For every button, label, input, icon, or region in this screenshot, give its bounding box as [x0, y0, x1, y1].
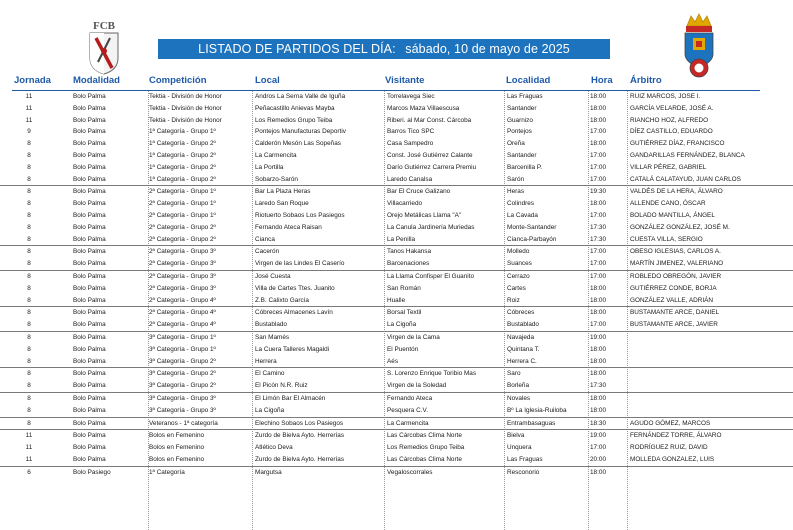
table-row [0, 417, 793, 430]
cell-competicion: 2ª Categoría - Grupo 3º [149, 260, 216, 268]
cell-localidad: Herrera C. [507, 357, 537, 365]
cell-modalidad: Bolo Palma [73, 444, 106, 452]
cell-jornada: 8 [27, 223, 31, 231]
cell-jornada: 8 [27, 151, 31, 159]
cell-modalidad: Bolo Palma [73, 333, 106, 341]
cell-localidad: Santander [507, 151, 537, 159]
cell-competicion: 1ª Categoría - Grupo 2º [149, 175, 216, 183]
cell-local: Elechino Sobaos Los Pasiegos [255, 419, 344, 427]
cell-jornada: 8 [27, 345, 31, 353]
cell-localidad: Navajeda [507, 333, 535, 341]
table-row [0, 162, 793, 174]
cell-arbitro: CATALÁ CALATAYUD, JUAN CARLOS [630, 175, 741, 183]
cell-hora: 18:00 [590, 345, 606, 353]
cell-jornada: 8 [27, 333, 31, 341]
table-row [0, 91, 793, 103]
cell-hora: 18:00 [590, 116, 606, 124]
col-header-arbitro: Árbitro [630, 75, 662, 86]
cell-competicion: 2ª Categoría - Grupo 3º [149, 272, 216, 280]
cell-jornada: 8 [27, 309, 31, 317]
cell-jornada: 6 [27, 468, 31, 476]
cell-local: Laredo San Roque [255, 200, 309, 208]
cell-arbitro: GONZÁLEZ GONZÁLEZ, JOSÉ M. [630, 223, 730, 231]
cell-jornada: 8 [27, 272, 31, 280]
cell-hora: 20:00 [590, 455, 606, 463]
cell-local: Atlético Deva [255, 444, 293, 452]
cell-modalidad: Bolo Palma [73, 104, 106, 112]
cell-arbitro: MARTÍN JIMENEZ, VALERIANO [630, 260, 724, 268]
cell-arbitro: BOLADO MANTILLA, ÁNGEL [630, 211, 715, 219]
cell-visitante: Darío Gutiérrez Carrera Premiu [387, 163, 477, 171]
cell-localidad: La Cavada [507, 211, 538, 219]
cell-jornada: 8 [27, 248, 31, 256]
cell-hora: 19:00 [590, 432, 606, 440]
cell-competicion: 2ª Categoría - Grupo 2º [149, 223, 216, 231]
cell-arbitro: AGUDO GÓMEZ, MARCOS [630, 419, 711, 427]
cell-jornada: 8 [27, 260, 31, 268]
cell-local: Zurdo de Bielva Ayto. Herrerías [255, 455, 345, 463]
cell-localidad: Saro [507, 370, 521, 378]
cell-competicion: 2ª Categoría - Grupo 4º [149, 321, 216, 329]
cell-local: El Picón N.R. Ruiz [255, 382, 308, 390]
cell-arbitro: RODRÍGUEZ RUIZ, DAVID [630, 444, 708, 452]
cell-local: José Cuesta [255, 272, 291, 280]
cell-jornada: 8 [27, 321, 31, 329]
cell-local: La Carmencita [255, 151, 297, 159]
table-row [0, 344, 793, 356]
cell-hora: 18:00 [590, 370, 606, 378]
cell-hora: 18:00 [590, 104, 606, 112]
cell-hora: 17:00 [590, 444, 606, 452]
cell-jornada: 8 [27, 163, 31, 171]
col-header-competicion: Competición [149, 75, 207, 86]
cell-arbitro: CUESTA VILLA, SERGIO [630, 235, 703, 243]
cell-visitante: Bar El Cruce Galizano [387, 188, 451, 196]
cell-local: Andros La Serna Valle de Iguña [255, 93, 346, 100]
table-row [0, 103, 793, 115]
cell-modalidad: Bolo Palma [73, 406, 106, 414]
cell-competicion: 1ª Categoría - Grupo 2º [149, 140, 216, 148]
cell-modalidad: Bolo Palma [73, 432, 106, 440]
cell-jornada: 11 [25, 104, 33, 112]
cell-visitante: Fernando Ateca [387, 394, 433, 402]
cell-hora: 18:00 [590, 394, 606, 402]
cell-arbitro: ROBLEDO OBREGÓN, JAVIER [630, 272, 722, 280]
cell-competicion: 2ª Categoría - Grupo 4º [149, 296, 216, 304]
table-row [0, 234, 793, 246]
cell-modalidad: Bolo Palma [73, 93, 106, 100]
cell-competicion: 2ª Categoría - Grupo 1º [149, 200, 216, 208]
cell-visitante: Const. José Gutiérrez Calante [387, 151, 473, 159]
table-row [0, 380, 793, 392]
table-row [0, 295, 793, 307]
cell-localidad: Cóbreces [507, 309, 535, 317]
cell-visitante: Riberi. al Mar Const. Cárcoba [387, 116, 472, 124]
cell-visitante: Las Cárcobas Clima Norte [387, 455, 462, 463]
table-header [0, 75, 793, 89]
cell-local: El Camino [255, 370, 285, 378]
table-row [0, 283, 793, 295]
table-row [0, 115, 793, 127]
cell-jornada: 11 [25, 455, 33, 463]
cell-local: Z.B. Calixto García [255, 296, 309, 304]
cell-localidad: Pontejos [507, 128, 532, 136]
cell-modalidad: Bolo Palma [73, 321, 106, 329]
cell-localidad: Bielva [507, 432, 525, 440]
cell-jornada: 11 [25, 432, 33, 440]
cell-visitante: Barcenaciones [387, 260, 430, 268]
cell-arbitro: MOLLEDA GONZALEZ, LUIS [630, 455, 715, 463]
cell-visitante: S. Lorenzo Enrique Toribio Mas [387, 370, 477, 378]
cell-local: Peñacastillo Anievas Mayba [255, 104, 335, 112]
cell-localidad: Monte-Santander [507, 223, 557, 231]
table-row [0, 258, 793, 270]
cell-hora: 17:00 [590, 128, 606, 136]
cell-arbitro: RUIZ MARCOS, JOSE I. [630, 93, 701, 100]
cell-visitante: El Puentón [387, 345, 419, 353]
cell-competicion: 3ª Categoría - Grupo 1º [149, 333, 216, 341]
cell-hora: 17:30 [590, 382, 606, 390]
cell-local: La Portilla [255, 163, 284, 171]
cell-visitante: Virgen de la Cama [387, 333, 440, 341]
cell-local: La Cigoña [255, 406, 285, 414]
cell-localidad: Novales [507, 394, 531, 402]
cell-modalidad: Bolo Palma [73, 116, 106, 124]
col-header-local: Local [255, 75, 280, 86]
table-row [0, 126, 793, 138]
cell-hora: 18:00 [590, 309, 606, 317]
cell-competicion: 2ª Categoría - Grupo 4º [149, 309, 216, 317]
cell-modalidad: Bolo Palma [73, 235, 106, 243]
col-header-visitante: Visitante [385, 75, 425, 86]
cell-localidad: Las Fraguas [507, 455, 543, 463]
table-row [0, 245, 793, 258]
cell-modalidad: Bolo Palma [73, 284, 106, 292]
cell-modalidad: Bolo Palma [73, 394, 106, 402]
cell-modalidad: Bolo Palma [73, 200, 106, 208]
cell-localidad: Borleña [507, 382, 530, 390]
cell-arbitro: ALLENDE CANO, ÓSCAR [630, 200, 706, 208]
page-title [158, 39, 610, 59]
cell-local: Bustablado [255, 321, 287, 329]
cell-competicion: 2ª Categoría - Grupo 2º [149, 235, 216, 243]
cell-visitante: La Carmencita [387, 419, 429, 427]
cell-hora: 17:00 [590, 151, 606, 159]
cell-visitante: Las Cárcobas Clima Norte [387, 432, 462, 440]
cell-localidad: Santander [507, 104, 537, 112]
cell-modalidad: Bolo Palma [73, 128, 106, 136]
cell-hora: 17:00 [590, 163, 606, 171]
cell-arbitro: FERNÁNDEZ TORRE, ÁLVARO [630, 432, 722, 440]
table-row [0, 331, 793, 344]
table-row [0, 270, 793, 283]
cell-arbitro: GONZÁLEZ VALLE, ADRIÁN [630, 296, 713, 304]
cell-visitante: Torrelavega Siec [387, 93, 435, 100]
cell-localidad: Bº La Iglesia-Ruiloba [507, 406, 567, 414]
cell-competicion: 3ª Categoría - Grupo 3º [149, 406, 216, 414]
cell-modalidad: Bolo Palma [73, 370, 106, 378]
cell-localidad: Cianca-Parbayón [507, 235, 557, 243]
cell-localidad: Heras [507, 188, 525, 196]
cell-jornada: 8 [27, 406, 31, 414]
cell-visitante: Villacarriedo [387, 200, 423, 208]
cell-visitante: La Canula Jardinería Muriedas [387, 223, 475, 231]
table-row [0, 138, 793, 150]
table-row [0, 222, 793, 234]
cell-modalidad: Bolo Palma [73, 211, 106, 219]
cell-competicion: Bolos en Femenino [149, 432, 205, 440]
cell-competicion: 2ª Categoría - Grupo 1º [149, 211, 216, 219]
fcb-logo-text: FCB [93, 20, 115, 32]
cell-localidad: Sarón [507, 175, 525, 183]
cell-jornada: 8 [27, 419, 31, 427]
cell-jornada: 8 [27, 211, 31, 219]
cell-competicion: 2ª Categoría - Grupo 3º [149, 284, 216, 292]
cell-hora: 19:00 [590, 333, 606, 341]
cell-hora: 19:30 [590, 188, 606, 196]
cell-jornada: 8 [27, 175, 31, 183]
cell-competicion: Tektia - División de Honor [149, 104, 222, 112]
cell-local: Los Remedios Grupo Teiba [255, 116, 333, 124]
cell-hora: 17:00 [590, 248, 606, 256]
cell-visitante: Borsal Textil [387, 309, 422, 317]
cell-jornada: 8 [27, 370, 31, 378]
cell-visitante: La Cigoña [387, 321, 417, 329]
cell-hora: 18:00 [590, 406, 606, 414]
cell-competicion: 3ª Categoría - Grupo 2º [149, 370, 216, 378]
cell-modalidad: Bolo Palma [73, 175, 106, 183]
cell-competicion: Tektia - División de Honor [149, 116, 222, 124]
cell-visitante: Orejo Metálicas Llama "A" [387, 211, 462, 219]
table-row [0, 356, 793, 368]
table-row [0, 405, 793, 417]
cell-localidad: Resconorio [507, 468, 540, 476]
cell-local: Cacerón [255, 248, 280, 256]
cell-competicion: Veteranos - 1ª categoría [149, 419, 218, 427]
cell-local: Sobarzo-Sarón [255, 175, 298, 183]
table-row [0, 150, 793, 162]
cell-modalidad: Bolo Palma [73, 309, 106, 317]
cell-visitante: Virgen de la Soledad [387, 382, 447, 390]
table-row [0, 198, 793, 210]
cell-arbitro: GANDARILLAS FERNÁNDEZ, BLANCA [630, 151, 745, 159]
cell-competicion: Bolos en Femenino [149, 444, 205, 452]
cell-local: Herrera [255, 357, 277, 365]
cell-local: Cóbreces Almacenes Lavín [255, 309, 333, 317]
cell-competicion: 1ª Categoría - Grupo 2º [149, 151, 216, 159]
cell-visitante: Casa Sampedro [387, 140, 434, 148]
cell-competicion: 2ª Categoría - Grupo 1º [149, 188, 216, 196]
cell-arbitro: RIANCHO HOZ, ALFREDO [630, 116, 709, 124]
cell-local: El Limón Bar El Almacén [255, 394, 326, 402]
cell-visitante: Vegaloscorrales [387, 468, 433, 476]
cell-local: Virgen de las Lindes El Caserío [255, 260, 345, 268]
cell-modalidad: Bolo Palma [73, 345, 106, 353]
cell-arbitro: OBESO IGLESIAS, CARLOS A. [630, 248, 721, 256]
cell-competicion: 2ª Categoría - Grupo 3º [149, 248, 216, 256]
cell-hora: 18:00 [590, 284, 606, 292]
cell-visitante: Hualle [387, 296, 406, 304]
cell-local: Pontejos Manufacturas Deportiv [255, 128, 346, 136]
cell-competicion: 3ª Categoría - Grupo 2º [149, 357, 216, 365]
cell-modalidad: Bolo Palma [73, 151, 106, 159]
table-row [0, 306, 793, 319]
table-row [0, 210, 793, 222]
cell-visitante: Tanos Hakansa [387, 248, 432, 256]
cell-arbitro: BUSTAMANTE ARCE, JAVIER [630, 321, 718, 329]
cell-local: Cianca [255, 235, 275, 243]
cell-hora: 18:00 [590, 140, 606, 148]
table-row [0, 392, 793, 405]
cell-modalidad: Bolo Palma [73, 223, 106, 231]
cell-localidad: Cerrazo [507, 272, 530, 280]
cell-local: Villa de Cartes Ttes. Juanito [255, 284, 335, 292]
cell-hora: 18:00 [590, 93, 606, 100]
cell-localidad: Oreña [507, 140, 525, 148]
cell-jornada: 9 [27, 128, 31, 136]
cell-modalidad: Bolo Palma [73, 272, 106, 280]
cell-localidad: Las Fraguas [507, 93, 543, 100]
cell-jornada: 8 [27, 200, 31, 208]
col-header-localidad: Localidad [506, 75, 551, 86]
cell-local: Riotuerto Sobaos Los Pasiegos [255, 211, 345, 219]
title-prefix: LISTADO DE PARTIDOS DEL DÍA: [198, 42, 396, 56]
cell-local: Margutsa [255, 468, 282, 476]
cell-arbitro: GUTIÉRREZ DÍAZ, FRANCISCO [630, 140, 725, 148]
cell-hora: 18:00 [590, 468, 606, 476]
cell-localidad: Unquera [507, 444, 532, 452]
cell-arbitro: GARCÍA VELARDE, JOSÉ A. [630, 104, 714, 112]
cell-visitante: La Penilla [387, 235, 416, 243]
table-row [0, 319, 793, 331]
cell-arbitro: DÍEZ CASTILLO, EDUARDO [630, 128, 713, 136]
cell-competicion: 3ª Categoría - Grupo 1º [149, 345, 216, 353]
cell-competicion: 1ª Categoría - Grupo 2º [149, 163, 216, 171]
cell-jornada: 11 [25, 116, 33, 124]
cell-visitante: La Llama Confisper El Guanito [387, 272, 475, 280]
cell-localidad: Guarnizo [507, 116, 533, 124]
cell-localidad: Entrambasaguas [507, 419, 556, 427]
cell-visitante: San Román [387, 284, 421, 292]
cell-localidad: Bustablado [507, 321, 539, 329]
table-row [0, 367, 793, 380]
cell-arbitro: VALDÉS DE LA HERA, ÁLVARO [630, 188, 723, 196]
cell-jornada: 8 [27, 188, 31, 196]
col-header-hora: Hora [591, 75, 613, 86]
cell-jornada: 8 [27, 284, 31, 292]
col-header-jornada: Jornada [14, 75, 51, 86]
cell-local: Bar La Plaza Heras [255, 188, 311, 196]
cell-competicion: Bolos en Femenino [149, 455, 205, 463]
cell-modalidad: Bolo Palma [73, 296, 106, 304]
cell-local: San Mamés [255, 333, 290, 341]
cell-hora: 18:00 [590, 357, 606, 365]
cell-local: La Cuera Talleres Magaldi [255, 345, 330, 353]
cell-modalidad: Bolo Pasiego [73, 468, 111, 476]
table-row [0, 185, 793, 198]
col-header-modalidad: Modalidad [73, 75, 120, 86]
cell-jornada: 8 [27, 140, 31, 148]
table-row [0, 429, 793, 442]
cell-jornada: 11 [25, 444, 33, 452]
cell-arbitro: BUSTAMANTE ARCE, DANIEL [630, 309, 720, 317]
cell-visitante: Pesquera C.V. [387, 406, 428, 414]
cell-modalidad: Bolo Palma [73, 455, 106, 463]
table-row [0, 466, 793, 479]
cell-local: Fernando Ateca Raisan [255, 223, 322, 231]
cell-jornada: 8 [27, 357, 31, 365]
cell-visitante: Marcos Maza Villaescusa [387, 104, 460, 112]
cell-localidad: Molledo [507, 248, 530, 256]
fcb-logo [82, 18, 126, 76]
cell-competicion: Tektia - División de Honor [149, 93, 222, 100]
cell-jornada: 8 [27, 394, 31, 402]
cell-modalidad: Bolo Palma [73, 248, 106, 256]
table-row [0, 174, 793, 186]
cell-hora: 17:00 [590, 211, 606, 219]
cell-competicion: 3ª Categoría - Grupo 3º [149, 394, 216, 402]
cell-local: Calderón Mesón Las Sopeñas [255, 140, 341, 148]
cell-hora: 17:00 [590, 175, 606, 183]
cell-modalidad: Bolo Palma [73, 188, 106, 196]
cell-modalidad: Bolo Palma [73, 419, 106, 427]
cell-localidad: Roiz [507, 296, 520, 304]
cell-hora: 18:30 [590, 419, 606, 427]
cell-hora: 17:00 [590, 272, 606, 280]
cell-localidad: Colindres [507, 200, 534, 208]
cell-hora: 17:00 [590, 321, 606, 329]
title-date: sábado, 10 de mayo de 2025 [405, 42, 570, 56]
cell-visitante: Los Remedios Grupo Teiba [387, 444, 465, 452]
cell-arbitro: GUTIÉRREZ CONDE, BORJA [630, 284, 717, 292]
cell-hora: 17:30 [590, 223, 606, 231]
cell-modalidad: Bolo Palma [73, 260, 106, 268]
cantabria-coat-of-arms-icon [679, 12, 719, 78]
cell-hora: 17:30 [590, 235, 606, 243]
cell-modalidad: Bolo Palma [73, 163, 106, 171]
cell-arbitro: VILLAR PÉREZ, GABRIEL [630, 163, 707, 171]
cell-visitante: Aés [387, 357, 399, 365]
table-row [0, 454, 793, 466]
cell-hora: 18:00 [590, 200, 606, 208]
cell-competicion: 1ª Categoría [149, 468, 185, 476]
cell-jornada: 8 [27, 235, 31, 243]
cell-modalidad: Bolo Palma [73, 382, 106, 390]
cell-localidad: Cartes [507, 284, 526, 292]
cell-hora: 18:00 [590, 296, 606, 304]
cell-localidad: Quintana T. [507, 345, 540, 353]
cell-jornada: 8 [27, 382, 31, 390]
cell-jornada: 11 [25, 93, 33, 100]
matches-table [0, 91, 793, 479]
cell-competicion: 1ª Categoría - Grupo 1º [149, 128, 216, 136]
cell-modalidad: Bolo Palma [73, 140, 106, 148]
cell-localidad: Suances [507, 260, 532, 268]
cell-visitante: Laredo Canalsa [387, 175, 433, 183]
cell-hora: 17:00 [590, 260, 606, 268]
cell-competicion: 3ª Categoría - Grupo 2º [149, 382, 216, 390]
table-row [0, 442, 793, 454]
cell-local: Zurdo de Bielva Ayto. Herrerías [255, 432, 345, 440]
cell-modalidad: Bolo Palma [73, 357, 106, 365]
cell-visitante: Barros Tico SPC [387, 128, 435, 136]
cell-localidad: Barcenilla P. [507, 163, 543, 171]
cell-jornada: 8 [27, 296, 31, 304]
